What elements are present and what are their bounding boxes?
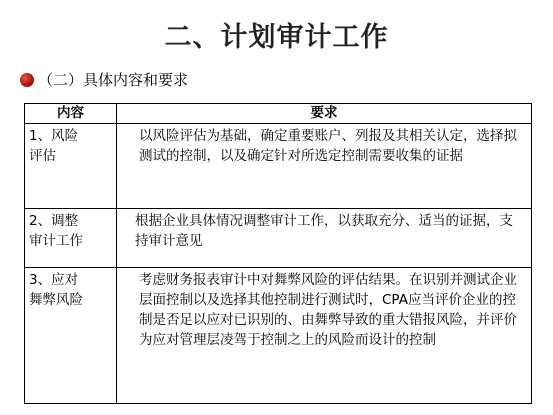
table-row	[25, 209, 532, 268]
table-header-row	[25, 104, 532, 124]
row-item-cell	[25, 268, 117, 404]
row-item-cell	[25, 124, 117, 209]
row-item-line2: 评估	[29, 148, 56, 164]
row-item-line2: 舞弊风险	[29, 292, 83, 308]
row-detail-cell: 以风险评估为基础，确定重要账户、列报及其相关认定，选择拟测试的控制，以及确定针对所选定控制需要收集的证据	[117, 124, 532, 209]
section-subheading	[20, 70, 188, 90]
row-item-line1: 3、应对	[29, 272, 79, 288]
row-item-line1: 1、风险	[29, 128, 79, 144]
row-item-cell	[25, 209, 117, 268]
requirements-table	[24, 103, 532, 404]
bullet-icon	[20, 73, 34, 87]
table-row	[25, 268, 532, 404]
slide-title: 二、计划审计工作	[164, 22, 389, 53]
row-detail-cell: 考虑财务报表审计中对舞弊风险的评估结果。在识别并测试企业层面控制以及选择其他控制进行测试时，CPA应当评价企业的控制是否足以应对已识别的、由舞弊导致的重大错报风险，并评价为应对管理层凌驾于控制之上的风险而设计的控制	[117, 268, 532, 404]
row-item-line2: 审计工作	[29, 233, 83, 249]
header-requirement: 要求	[117, 104, 532, 124]
subheading-text: （二）具体内容和要求	[38, 71, 189, 89]
row-detail-cell: 根据企业具体情况调整审计工作，以获取充分、适当的证据，支持审计意见	[117, 209, 532, 268]
table-row	[25, 124, 532, 209]
row-item-line1: 2、调整	[29, 213, 79, 229]
header-content: 内容	[25, 104, 117, 124]
